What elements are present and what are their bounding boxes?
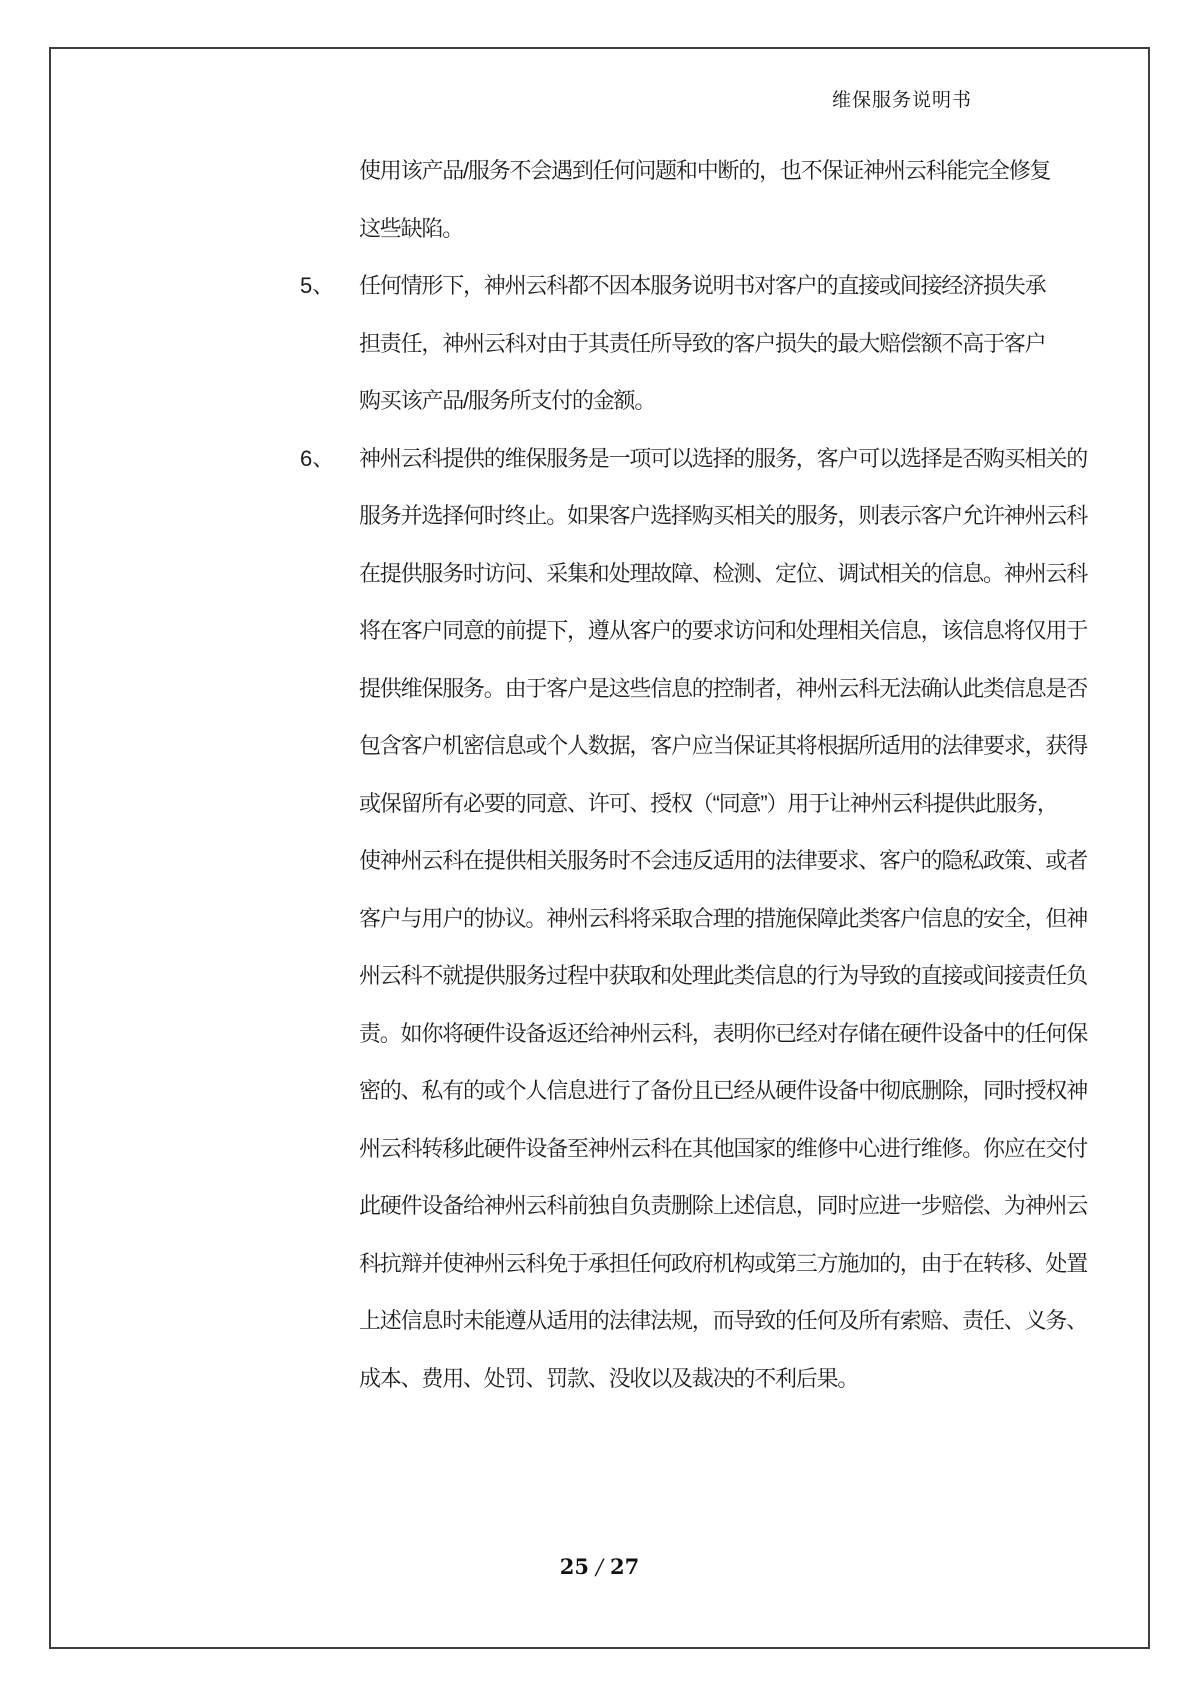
page-separator: / xyxy=(595,1555,604,1579)
text-line: 在提供服务时访问、采集和处理故障、检测、定位、调试相关的信息。神州云科 xyxy=(359,560,1088,586)
text-line: 州云科转移此硬件设备至神州云科在其他国家的维修中心进行维修。你应在交付 xyxy=(359,1135,1088,1161)
text-line: 担责任，神州云科对由于其责任所导致的客户损失的最大赔偿额不高于客户 xyxy=(359,330,1046,356)
text-line: 任何情形下，神州云科都不因本服务说明书对客户的直接或间接经济损失承 xyxy=(359,273,1046,298)
text-line: 密的、私有的或个人信息进行了备份且已经从硬件设备中彻底删除，同时授权神 xyxy=(359,1078,1088,1103)
text-line: 或保留所有必要的同意、许可、授权（“同意”）用于让神州云科提供此服务， xyxy=(359,790,1058,816)
text-line: 责。如你将硬件设备返还给神州云科，表明你已经对存储在硬件设备中的任何保 xyxy=(359,1020,1088,1046)
list-item-number: 5、 xyxy=(300,273,335,298)
list-item-5 xyxy=(300,257,1084,430)
text-line: 神州云科提供的维保服务是一项可以选择的服务，客户可以选择是否购买相关的 xyxy=(359,445,1088,471)
current-page-number: 25 xyxy=(559,1554,589,1579)
text-line: 成本、费用、处罚、罚款、没收以及裁决的不利后果。 xyxy=(359,1365,859,1391)
text-line: 客户与用户的协议。神州云科将采取合理的措施保障此类客户信息的安全，但神 xyxy=(359,905,1088,931)
list-item-6 xyxy=(300,430,1088,1408)
text-line: 将在客户同意的前提下，遵从客户的要求访问和处理相关信息，该信息将仅用于 xyxy=(359,618,1088,643)
page-header xyxy=(832,85,972,112)
document-title: 维保服务说明书 xyxy=(831,89,972,111)
text-line: 这些缺陷。 xyxy=(359,215,464,241)
page-border-frame xyxy=(49,47,1150,1649)
text-line: 使神州云科在提供相关服务时不会违反适用的法律要求、客户的隐私政策、或者 xyxy=(359,848,1088,873)
document-body xyxy=(300,142,1088,1407)
page-footer xyxy=(51,1547,1148,1587)
paragraph-continuation xyxy=(304,142,1084,257)
text-line: 提供维保服务。由于客户是这些信息的控制者，神州云科无法确认此类信息是否 xyxy=(359,675,1088,701)
text-line: 包含客户机密信息或个人数据，客户应当保证其将根据所适用的法律要求，获得 xyxy=(359,733,1088,758)
text-line: 州云科不就提供服务过程中获取和处理此类信息的行为导致的直接或间接责任负 xyxy=(359,963,1088,988)
text-line: 上述信息时未能遵从适用的法律法规，而导致的任何及所有索赔、责任、义务、 xyxy=(359,1308,1088,1333)
total-pages: 27 xyxy=(610,1554,640,1579)
text-line: 购买该产品/服务所支付的金额。 xyxy=(359,388,656,413)
text-line: 科抗辩并使神州云科免于承担任何政府机构或第三方施加的，由于在转移、处置 xyxy=(359,1250,1088,1276)
text-line: 使用该产品/服务不会遇到任何问题和中断的，也不保证神州云科能完全修复 xyxy=(359,158,1051,183)
list-item-number: 6、 xyxy=(300,445,335,471)
text-line: 服务并选择何时终止。如果客户选择购买相关的服务，则表示客户允许神州云科 xyxy=(359,503,1088,528)
text-line: 此硬件设备给神州云科前独自负责删除上述信息，同时应进一步赔偿、为神州云 xyxy=(359,1193,1088,1218)
